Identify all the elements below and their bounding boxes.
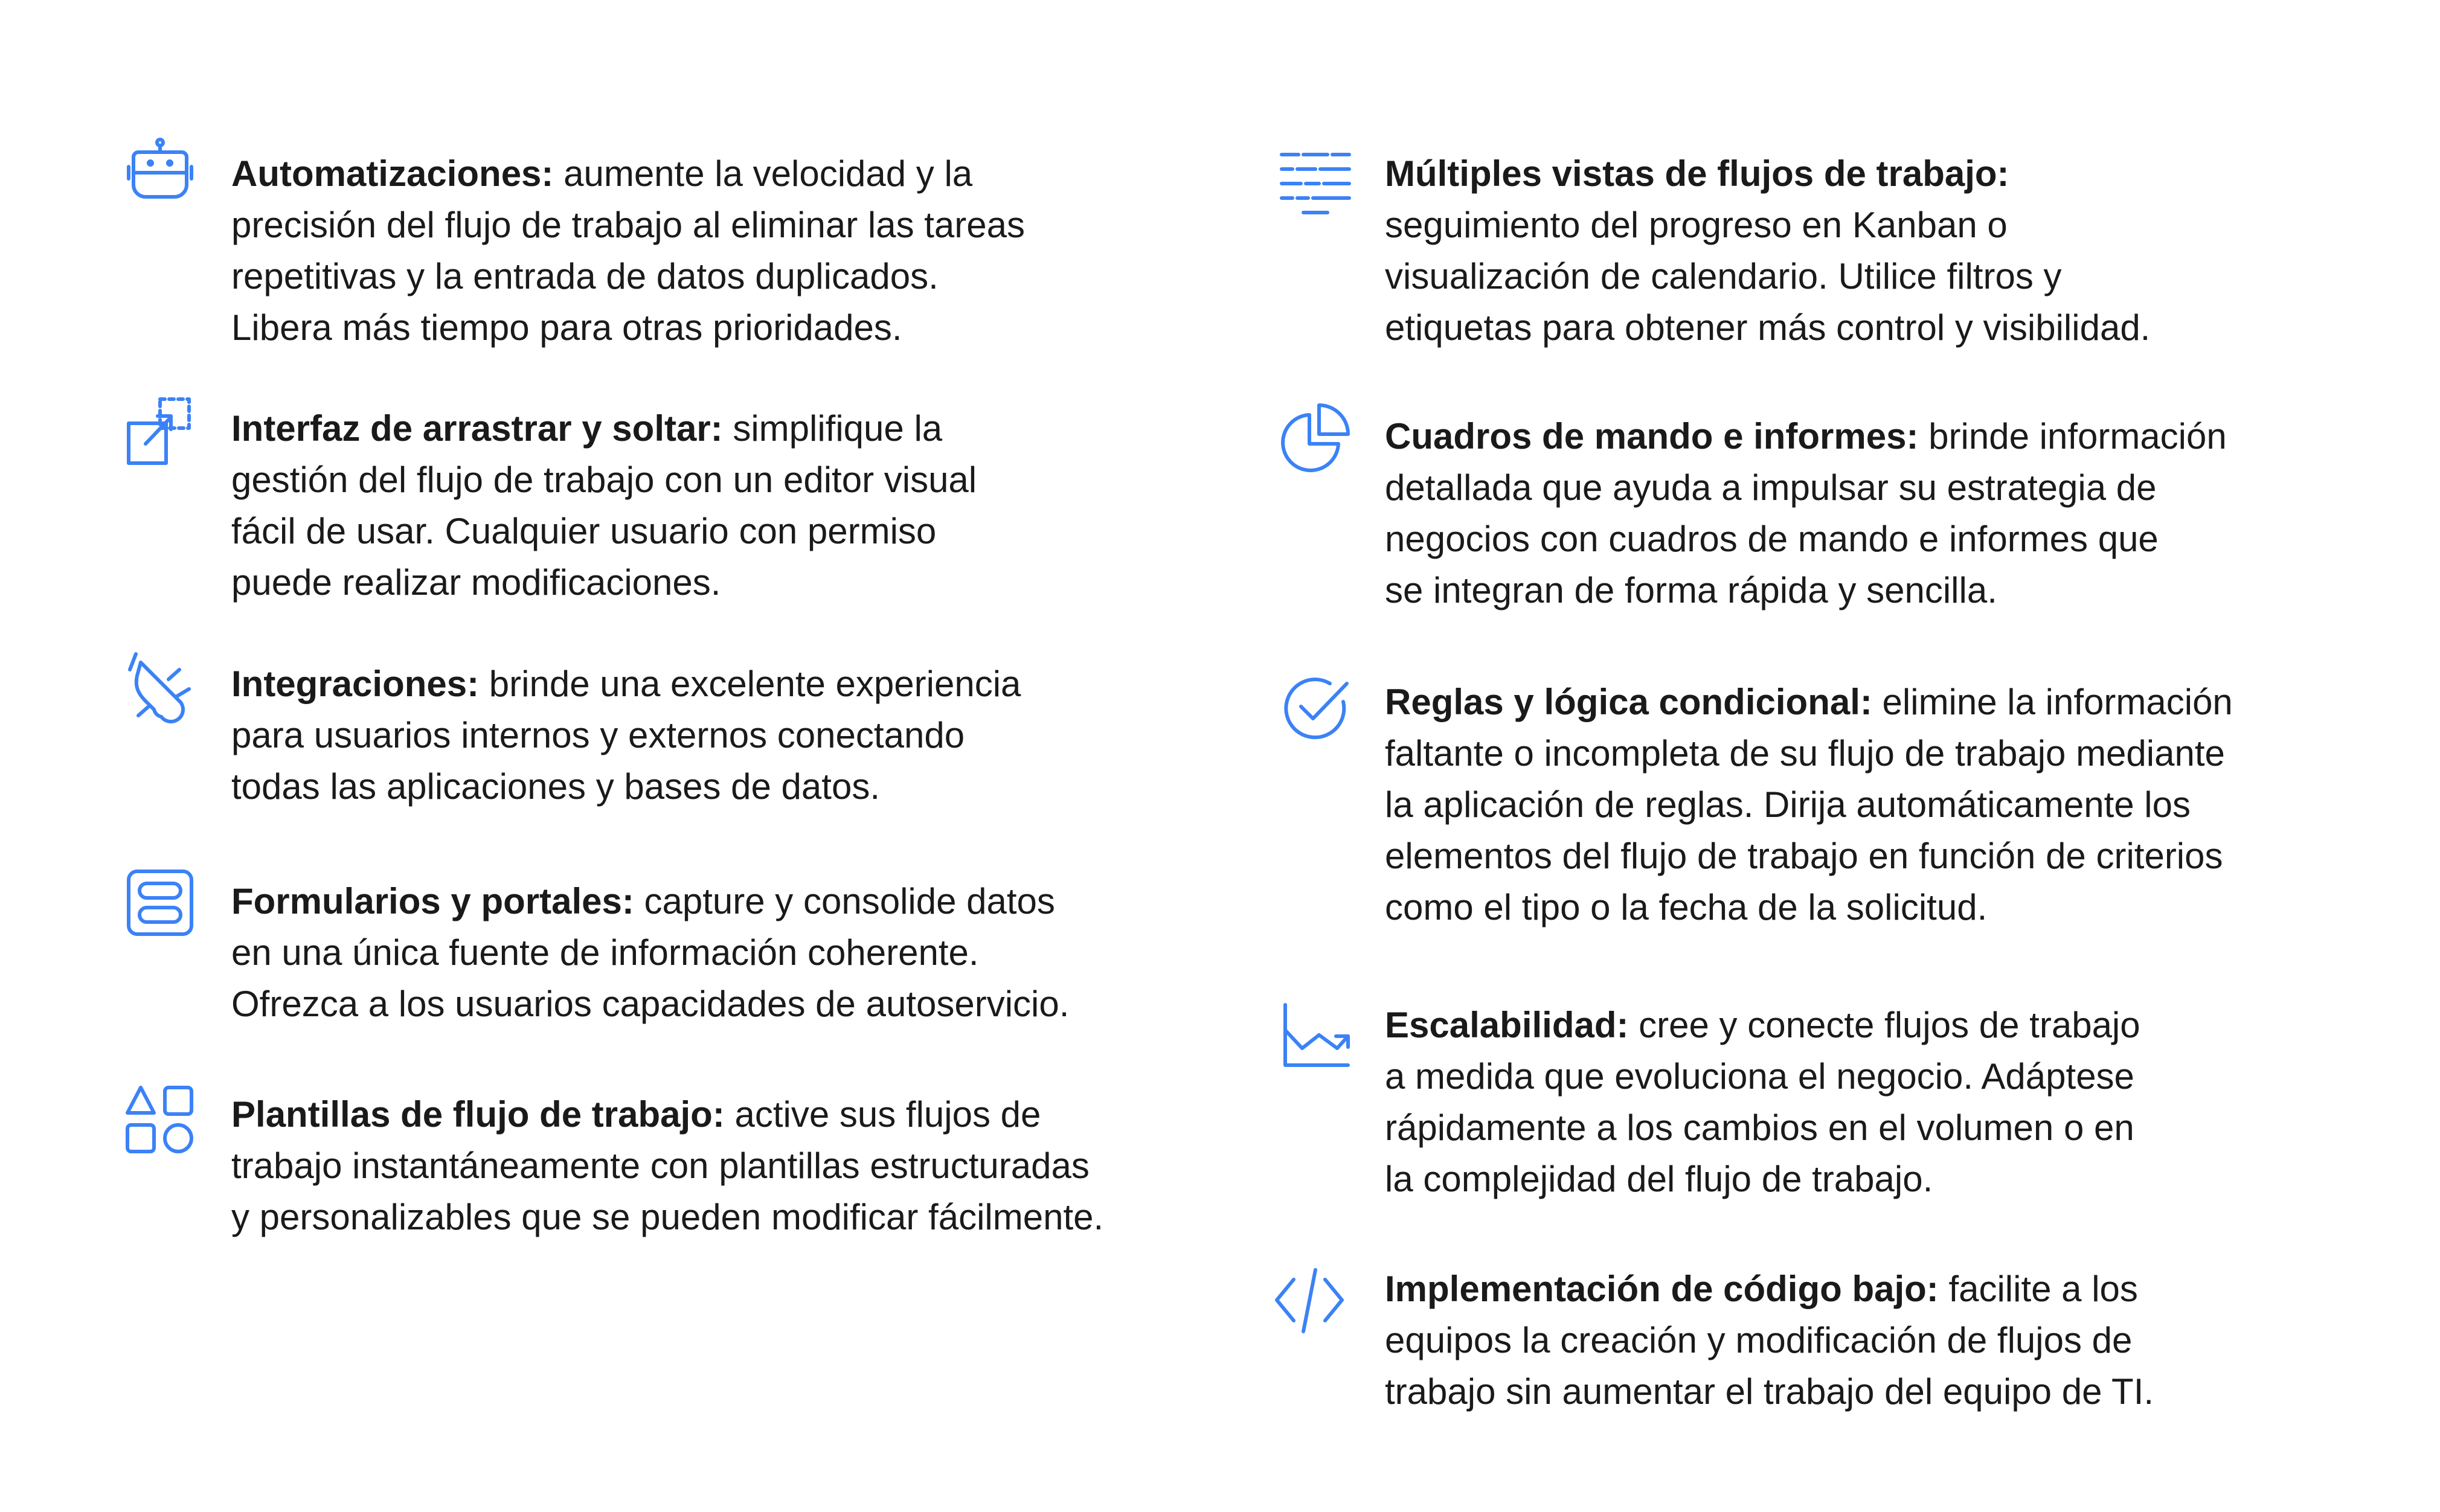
code-icon (1273, 1265, 1346, 1337)
feature-text: aumente la velocidad y la (563, 153, 973, 194)
feature-title: Implementación de código bajo: (1385, 1269, 1939, 1309)
feature-text: elementos del flujo de trabajo en función de criterios (1385, 836, 2223, 876)
feature-text: facilite a los (1948, 1269, 2138, 1309)
feature-text: trabajo sin aumentar el trabajo del equipo de TI. (1385, 1371, 2154, 1412)
feature-text: puede realizar modificaciones. (231, 562, 721, 603)
feature-text: Libera más tiempo para otras prioridades. (231, 307, 902, 348)
feature-text: simplifique la (733, 408, 943, 449)
feature-text: gestión del flujo de trabajo con un editor visual (231, 460, 977, 500)
feature-title: Interfaz de arrastrar y soltar: (231, 408, 723, 449)
shapes-icon (124, 1084, 196, 1156)
feature-title: Múltiples vistas de flujos de trabajo: (1385, 153, 2009, 194)
feature-text: faltante o incompleta de su flujo de trabajo mediante (1385, 733, 2225, 774)
feature-text: active sus flujos de (734, 1094, 1041, 1135)
pie-chart-icon (1279, 402, 1352, 474)
feature-text: la complejidad del flujo de trabajo. (1385, 1159, 1933, 1199)
feature-text: como el tipo o la fecha de la solicitud. (1385, 887, 1988, 927)
feature-text: Ofrezca a los usuarios capacidades de autoservicio. (231, 984, 1070, 1024)
feature-text: la aplicación de reglas. Dirija automáticamente los (1385, 784, 2191, 825)
feature-text: en una única fuente de información coherente. (231, 932, 979, 973)
feature-text: trabajo instantáneamente con plantillas estructuradas (231, 1145, 1090, 1186)
feature-text: cree y conecte flujos de trabajo (1639, 1005, 2140, 1045)
feature-text: repetitivas y la entrada de datos duplicados. (231, 256, 939, 296)
feature-text: fácil de usar. Cualquier usuario con permiso (231, 511, 937, 551)
feature-title: Automatizaciones: (231, 153, 554, 194)
feature-title: Formularios y portales: (231, 881, 634, 921)
feature-text: brinde información (1928, 416, 2227, 456)
feature-text: equipos la creación y modificación de flujos de (1385, 1320, 2133, 1360)
list-view-icon (1279, 149, 1352, 221)
feature-text: precisión del flujo de trabajo al eliminar las tareas (231, 205, 1026, 245)
feature-text: para usuarios internos y externos conectando (231, 715, 965, 755)
feature-text: capture y consolide datos (644, 881, 1055, 921)
feature-text: elimine la información (1882, 682, 2233, 722)
trend-up-icon (1279, 1002, 1352, 1075)
plug-icon (124, 649, 196, 722)
feature-text: todas las aplicaciones y bases de datos. (231, 766, 880, 807)
feature-text: visualización de calendario. Utilice filtros y (1385, 256, 2062, 296)
feature-title: Integraciones: (231, 664, 480, 704)
feature-title: Plantillas de flujo de trabajo: (231, 1094, 725, 1135)
feature-text: rápidamente a los cambios en el volumen o en (1385, 1107, 2134, 1148)
feature-text: se integran de forma rápida y sencilla. (1385, 570, 1997, 610)
feature-text: seguimiento del progreso en Kanban o (1385, 205, 2008, 245)
feature-title: Reglas y lógica condicional: (1385, 682, 1872, 722)
form-icon (124, 867, 196, 939)
drag-drop-icon (124, 396, 196, 468)
feature-title: Cuadros de mando e informes: (1385, 416, 1919, 456)
feature-text: negocios con cuadros de mando e informes que (1385, 519, 2159, 559)
feature-text: etiquetas para obtener más control y visibilidad. (1385, 307, 2151, 348)
feature-text: detallada que ayuda a impulsar su estrategia de (1385, 467, 2157, 508)
feature-text: a medida que evoluciona el negocio. Adáptese (1385, 1056, 2134, 1097)
feature-title: Escalabilidad: (1385, 1005, 1629, 1045)
robot-icon (124, 138, 196, 210)
check-circle-icon (1279, 670, 1352, 743)
feature-text: brinde una excelente experiencia (489, 664, 1021, 704)
feature-text: y personalizables que se pueden modificar fácilmente. (231, 1197, 1104, 1237)
